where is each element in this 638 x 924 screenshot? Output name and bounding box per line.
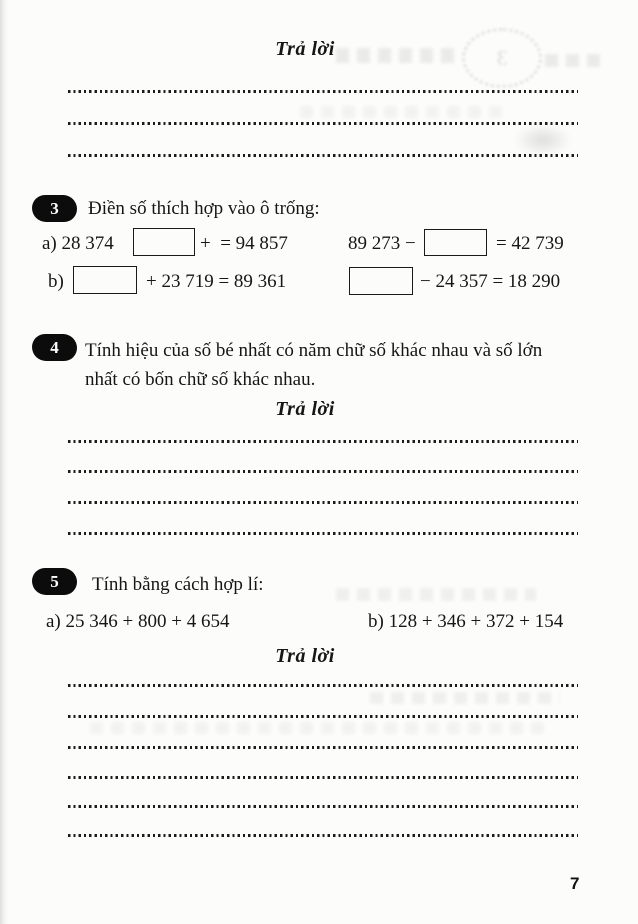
task-text-line: Tính hiệu của số bé nhất có năm chữ số khác nhau và số lớn bbox=[85, 340, 543, 361]
exercise-item: a) 25 346 + 800 + 4 654 bbox=[46, 611, 230, 632]
answer-line bbox=[68, 776, 578, 779]
bleed-through-artifact bbox=[90, 722, 550, 734]
task-number-badge bbox=[32, 195, 77, 222]
scan-edge-shadow bbox=[0, 0, 9, 924]
answer-line bbox=[68, 532, 578, 535]
task-number: 3 bbox=[50, 198, 59, 218]
answer-line bbox=[68, 154, 578, 157]
equation-part: a) 28 374 bbox=[42, 233, 114, 254]
task-text-line: nhất có bốn chữ số khác nhau. bbox=[85, 369, 316, 390]
answer-line bbox=[68, 715, 578, 718]
answer-line bbox=[68, 805, 578, 808]
equation-part: b) bbox=[48, 271, 64, 292]
answer-line bbox=[68, 684, 578, 687]
answer-line bbox=[68, 834, 578, 837]
blank-box bbox=[73, 266, 137, 294]
equation-part: − 24 357 = 18 290 bbox=[420, 271, 561, 292]
task-number: 5 bbox=[50, 571, 59, 591]
task-title: Điền số thích hợp vào ô trống: bbox=[88, 198, 320, 219]
blank-box bbox=[424, 229, 487, 256]
answer-line bbox=[68, 501, 578, 504]
bleed-through-artifact bbox=[370, 692, 560, 704]
answer-line bbox=[68, 90, 578, 93]
task-title: Tính bằng cách hợp lí: bbox=[92, 574, 264, 595]
bleed-through-artifact bbox=[336, 588, 536, 601]
bleed-through-artifact bbox=[300, 106, 510, 118]
page-number: 7 bbox=[570, 874, 580, 893]
task-number-badge bbox=[32, 568, 77, 595]
scan-smudge bbox=[514, 124, 572, 156]
answer-heading: Trả lời bbox=[275, 398, 335, 420]
answer-line bbox=[68, 746, 578, 749]
task-number-badge bbox=[32, 334, 77, 361]
equation-part: 89 273 − bbox=[348, 233, 416, 254]
equation-part: = 42 739 bbox=[496, 233, 564, 254]
equation-part: + = 94 857 bbox=[200, 233, 288, 254]
bleed-through-number: 3 bbox=[496, 45, 508, 70]
blank-box bbox=[349, 267, 413, 295]
answer-heading: Trả lời bbox=[275, 645, 335, 667]
task-number: 4 bbox=[50, 337, 59, 357]
answer-line bbox=[68, 122, 578, 125]
blank-box bbox=[133, 228, 195, 256]
answer-line bbox=[68, 440, 578, 443]
equation-part: + 23 719 = 89 361 bbox=[146, 271, 287, 292]
exercise-item: b) 128 + 346 + 372 + 154 bbox=[368, 611, 564, 632]
answer-heading: Trả lời bbox=[275, 38, 335, 60]
answer-line bbox=[68, 470, 578, 473]
